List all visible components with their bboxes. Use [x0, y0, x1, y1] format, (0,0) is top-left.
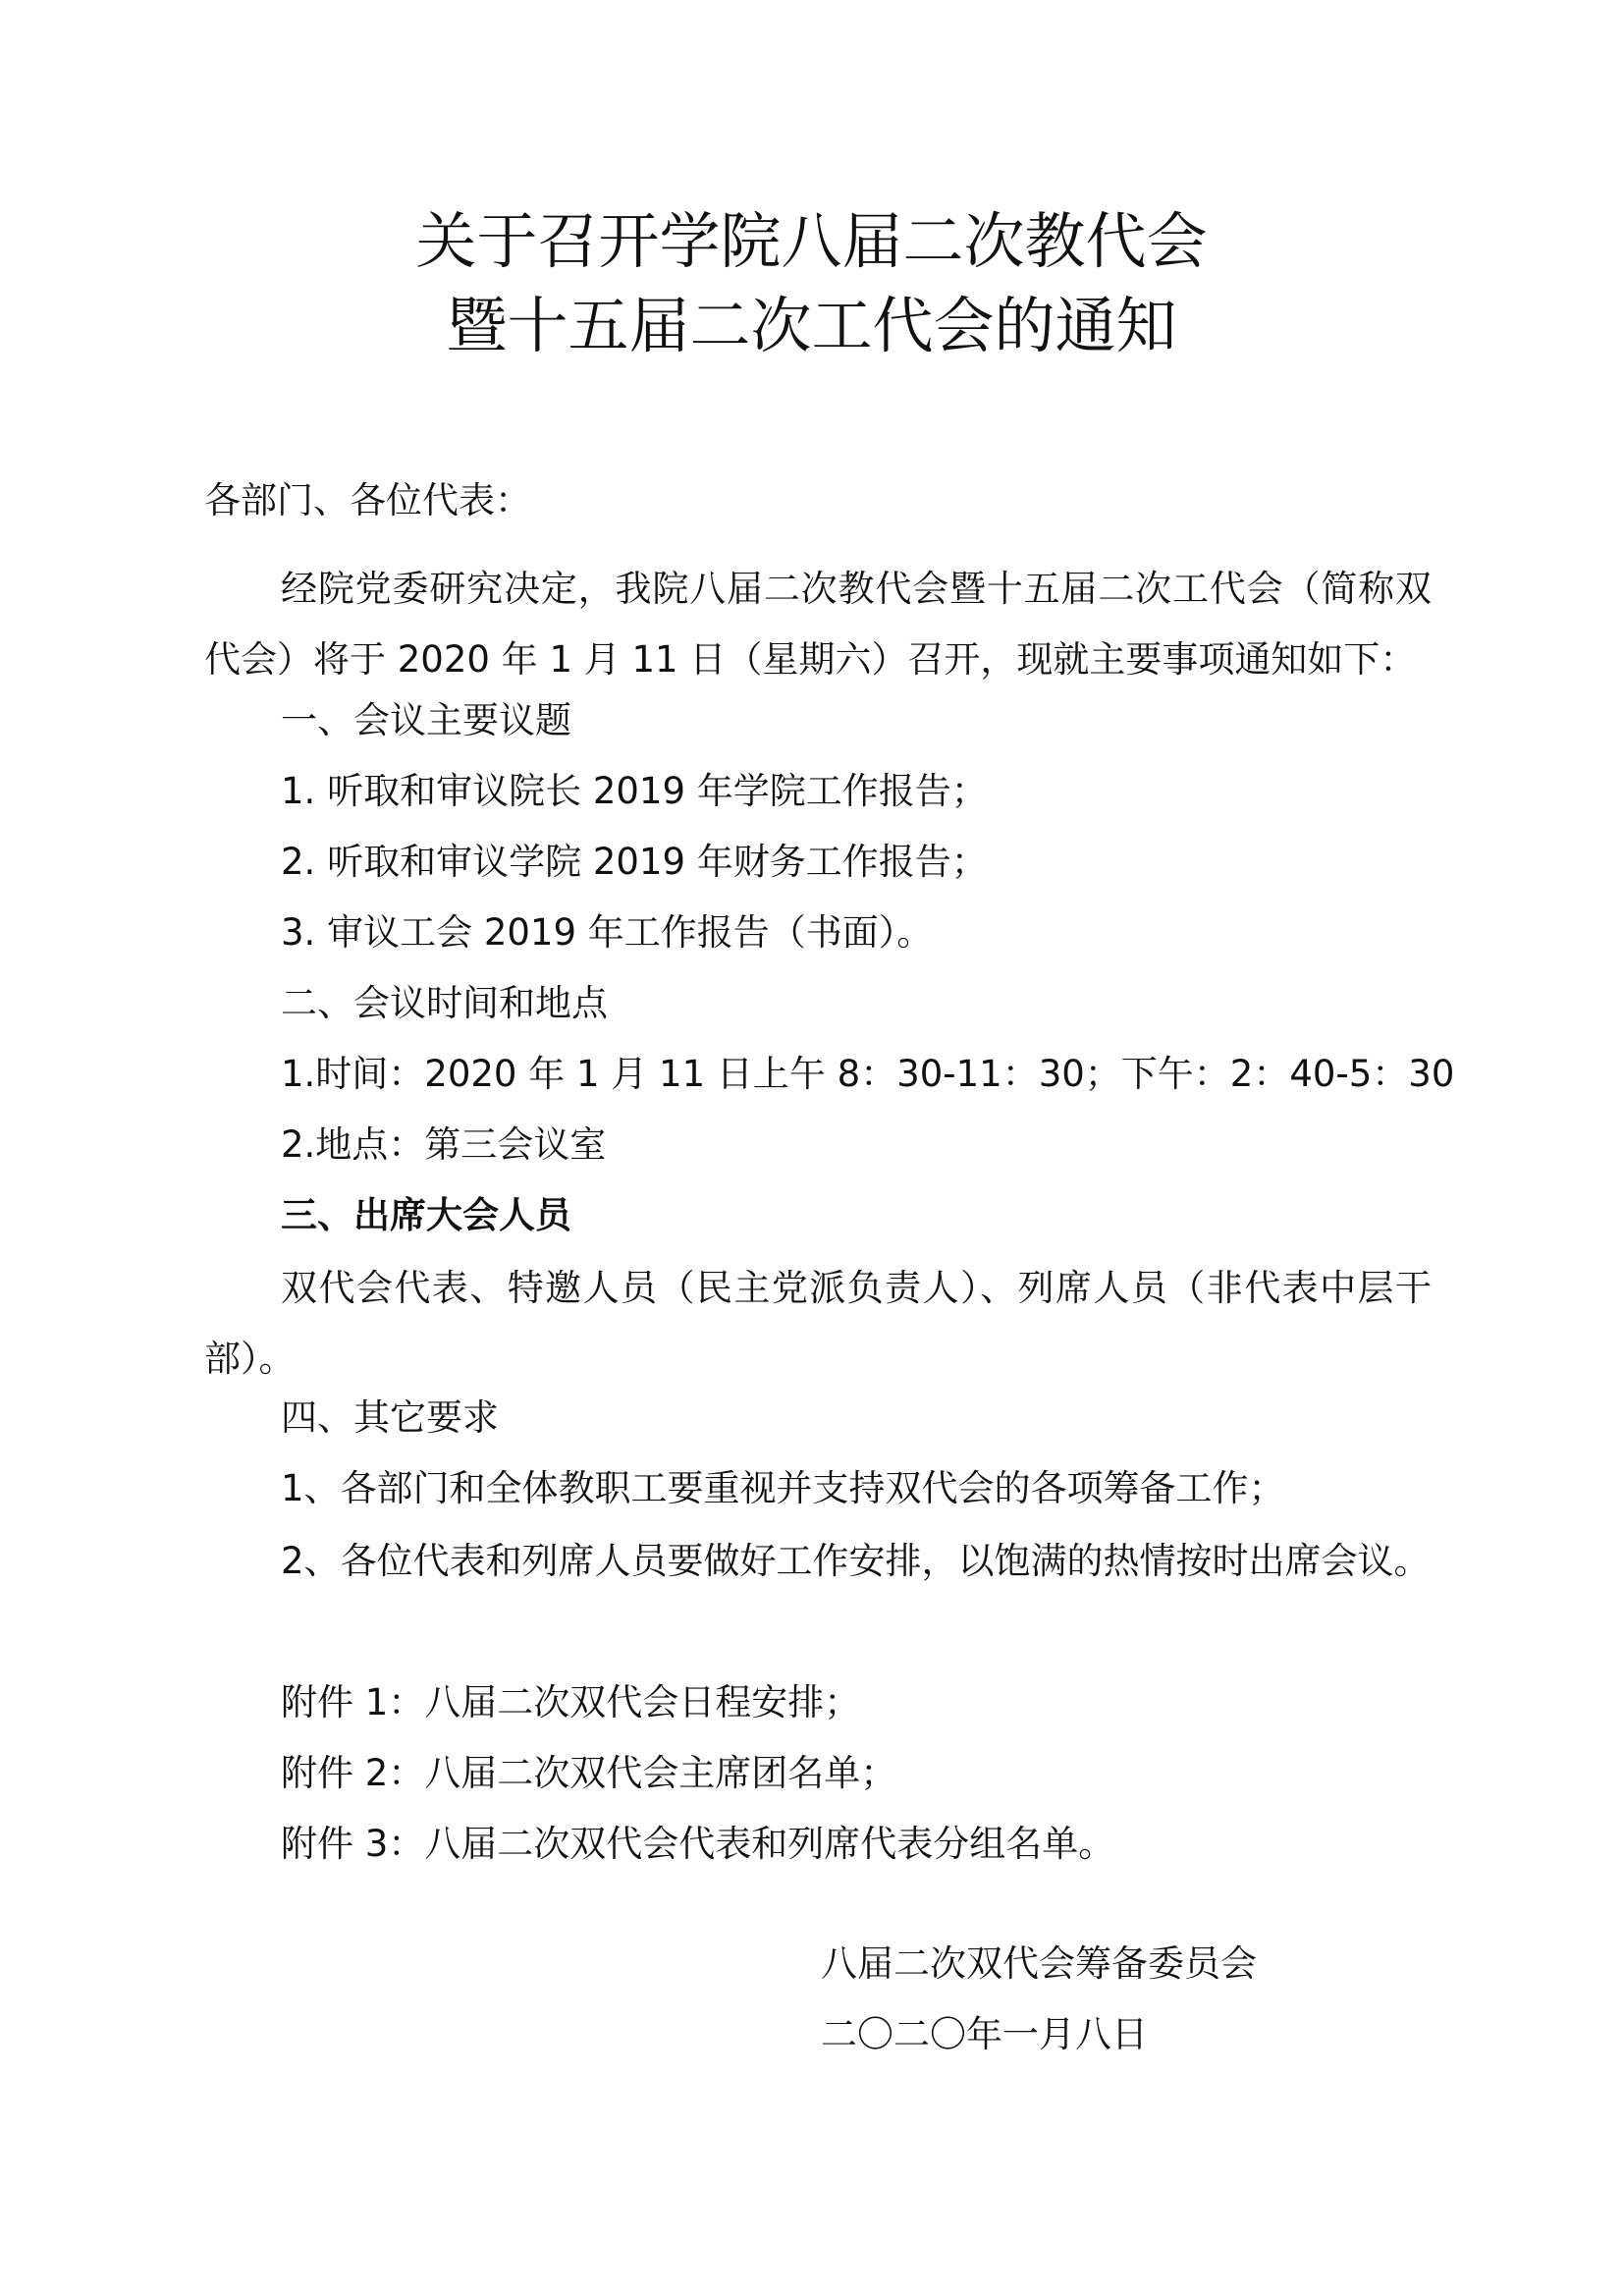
intro-paragraph: 经院党委研究决定，我院八届二次教代会暨十五届二次工代会（简称双代会）将于 2020 年 1 月 11 日（星期六）召开，现就主要事项通知如下： — [204, 568, 1432, 681]
signature-date: 二〇二〇年一月八日 — [821, 2013, 1148, 2055]
requirement-1: 1、各部门和全体教职工要重视并支持双代会的各项筹备工作； — [281, 1467, 1285, 1509]
section-1-item-1: 1. 听取和审议院长 2019 年学院工作报告； — [281, 770, 988, 812]
document-title-line-1: 关于召开学院八届二次教代会 — [415, 205, 1208, 277]
section-4-heading: 四、其它要求 — [281, 1396, 499, 1439]
meeting-time: 1.时间：2020 年 1 月 11 日上午 8：30-11：30；下午：2：40-5：30 — [281, 1053, 1455, 1095]
attachment-3: 附件 3：八届二次双代会代表和列席代表分组名单。 — [281, 1823, 1115, 1865]
section-2-heading: 二、会议时间和地点 — [281, 982, 608, 1024]
section-1-item-3: 3. 审议工会 2019 年工作报告（书面）。 — [281, 911, 934, 954]
document-title-line-2: 暨十五届二次工代会的通知 — [446, 290, 1177, 361]
signature-organization: 八届二次双代会筹备委员会 — [821, 1942, 1257, 1985]
section-3-body: 双代会代表、特邀人员（民主党派负责人）、列席人员（非代表中层干部）。 — [204, 1267, 1432, 1380]
section-1-item-2: 2. 听取和审议学院 2019 年财务工作报告； — [281, 841, 988, 883]
meeting-place: 2.地点：第三会议室 — [281, 1123, 607, 1166]
attachment-1: 附件 1：八届二次双代会日程安排； — [281, 1681, 861, 1723]
salutation: 各部门、各位代表： — [204, 479, 531, 521]
section-1-heading: 一、会议主要议题 — [281, 699, 571, 741]
requirement-2: 2、各位代表和列席人员要做好工作安排，以饱满的热情按时出席会议。 — [281, 1540, 1431, 1582]
section-3-heading: 三、出席大会人员 — [281, 1194, 571, 1236]
attachment-2: 附件 2：八届二次双代会主席团名单； — [281, 1752, 897, 1794]
